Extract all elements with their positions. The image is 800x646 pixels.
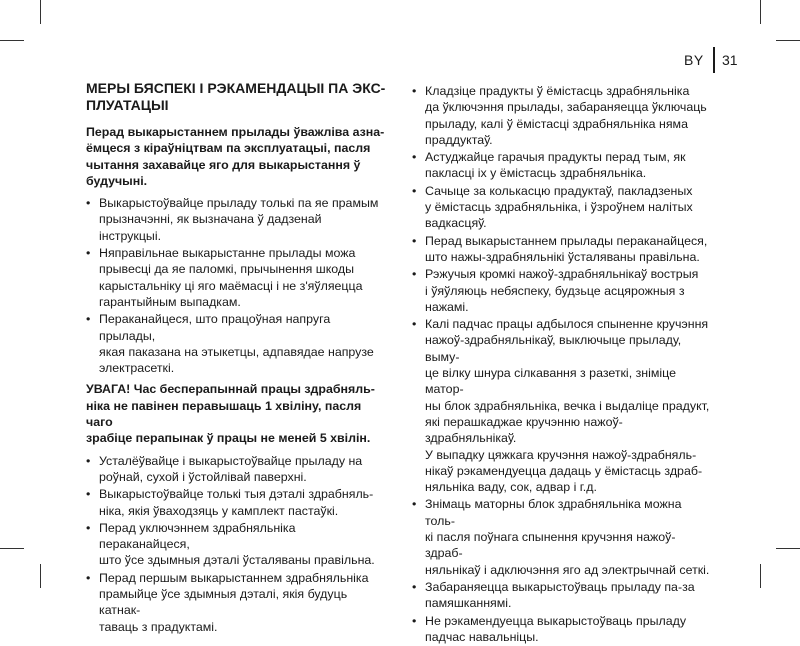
list-item-text: Знімаць маторны блок здрабняльніка можна толь- кі пасля поўнага спынення кручэння нажоў-здраб- няльнікаў і адключэння яго ад электрычнай сеткі. (425, 497, 710, 577)
list-item-text: Астуджайце гарачыя прадукты перад тым, як пакласці іх у ёмістасць здрабняльніка. (425, 150, 686, 181)
crop-mark (40, 564, 41, 588)
list-item: • Рэжучыя кромкі нажоў-здрабняльнікаў вострыя і ўяўляюць небяспеку, будзьце асцярожныя з нажамі. (412, 267, 699, 314)
list-item-text: Кладзіце прадукты ў ёмістасць здрабняльніка да ўключэння прылады, забараняецца ўключаць прыладу, калі ў ёмістасці здрабняльніка няма праддуктаў. (425, 84, 707, 147)
language-code: BY (684, 52, 704, 68)
list-item: • Калі падчас працы адбылося спыненне кручэння нажоў-здрабняльнікаў, выключыце прыладу, выму- це вілку шнура сілкавання з разеткі, зніміце матор- ны блок здрабняльніка, вечка і выдаліце прадукт, які перашкаджае кручэнню нажоў-здрабняльнікаў. У выпадку цяжкага кручэння нажоў-здрабняль- нікаў рэкамендуецца дадаць у ёмістасць здраб- няльніка ваду, сок, адвар і г.д. (412, 317, 710, 495)
list-item-text: Рэжучыя кромкі нажоў-здрабняльнікаў вострыя і ўяўляюць небяспеку, будзьце асцярожныя з нажамі. (425, 267, 699, 314)
list-item: • Не рэкамендуецца выкарыстоўваць прыладу падчас навальніцы. (412, 613, 687, 644)
warning-paragraph: УВАГА! Час бесперапыннай працы здрабняль- ніка не павінен перавышаць 1 хвіліну, пасля чаго зрабіце перапынак ў працы не меней 5 хвілін. (86, 382, 375, 446)
list-item: • Пераканайцеся, што працоўная напруга прылады, якая паказана на этыкетцы, адпавядае напрузе электрасеткі. (86, 312, 374, 376)
list-item: • Перад уключэннем здрабняльніка пераканайцеся, што ўсе здымныя дэталі ўсталяваны правільна. (86, 520, 375, 568)
list-item: • Сачыце за колькасцю прадуктаў, пакладзеных у ёмістасць здрабняльніка, і ўзроўнем налітых вадкасцяў. (412, 183, 693, 231)
list-item-text: Перад першым выкарыстаннем здрабняльніка прамыйце ўсе здымныя дэталі, якія будуць катнак- таваць з прадуктамі. (99, 570, 369, 634)
list-item: • Перад выкарыстаннем прылады пераканайцеся, што нажы-здрабняльнікі ўсталяваны правільна. (412, 233, 708, 264)
list-item-text: Перад уключэннем здрабняльніка пераканайцеся, што ўсе здымныя дэталі ўсталяваны правільна. (99, 520, 375, 568)
list-item: • Знімаць маторны блок здрабняльніка можна толь- кі пасля поўнага спынення кручэння нажоў-здраб- няльнікаў і адключэння яго ад электрычнай сеткі. (412, 497, 710, 577)
list-item: • Усталёўвайце і выкарыстоўвайце прыладу на роўнай, сухой і ўстойлівай паверхні. (86, 453, 363, 484)
bullet-list (86, 453, 386, 635)
list-item: • Выкарыстоўвайце толькі тыя дэталі здрабняль- ніка, якія ўваходзяць у камплект пастаўкі. (86, 487, 374, 518)
bullet-list (86, 195, 386, 376)
header-divider (713, 47, 715, 73)
left-column (86, 80, 386, 636)
crop-mark (776, 40, 800, 41)
list-item-text: Не рэкамендуецца выкарыстоўваць прыладу падчас навальніцы. (425, 613, 687, 644)
list-item-text: Перад выкарыстаннем прылады пераканайцеся, што нажы-здрабняльнікі ўсталяваны правільна. (425, 233, 708, 264)
list-item-text: Забараняецца выкарыстоўваць прыладу па-за памяшканнямі. (425, 579, 695, 611)
list-item-text: Выкарыстоўвайце прыладу толькі па яе прамым прызначэнні, як вызначана ў дадзенай інструкцыі. (99, 196, 379, 243)
crop-mark (0, 40, 24, 41)
list-item-text: Усталёўвайце і выкарыстоўвайце прыладу на роўнай, сухой і ўстойлівай паверхні. (99, 453, 363, 484)
list-item-text: Калі падчас працы адбылося спыненне кручэння нажоў-здрабняльнікаў, выключыце прыладу, выму- це вілку шнура сілкавання з разеткі, зніміце матор- ны блок здрабняльніка, вечка і выдаліце прадукт, які перашкаджае кручэнню нажоў-здрабняльнікаў. У выпадку цяжкага кручэння нажоў-здрабняль- нікаў рэкамендуецца дадаць у ёмістасць здраб- няльніка ваду, сок, адвар і г.д. (425, 317, 710, 495)
crop-mark (760, 0, 761, 24)
lead-paragraph: Перад выкарыстаннем прылады ўважліва азна- ёмцеся з кіраўніцтвам па эксплуатацыі, пасля чытання захавайце яго для выкарыстання ў будучыні. (86, 125, 385, 188)
list-item-text: Выкарыстоўвайце толькі тыя дэталі здрабняль- ніка, якія ўваходзяць у камплект пастаўкі. (99, 487, 374, 518)
list-item-text: Няправільнае выкарыстанне прылады можа прывесці да яе паломкі, прычынення шкоды карыстальніку ці яго маёмасці і не з'яўляецца гарантыйным выпадкам. (99, 246, 363, 309)
list-item: • Забараняецца выкарыстоўваць прыладу па-за памяшканнямі. (412, 579, 695, 611)
crop-mark (0, 548, 24, 549)
list-item: • Перад першым выкарыстаннем здрабняльніка прамыйце ўсе здымныя дэталі, якія будуць катнак- таваць з прадуктамі. (86, 570, 369, 634)
list-item-text: Сачыце за колькасцю прадуктаў, пакладзеных у ёмістасць здрабняльніка, і ўзроўнем налітых вадкасцяў. (425, 183, 693, 231)
section-title: МЕРЫ БЯСПЕКІ І РЭКАМЕНДАЦЫІ ПА ЭКС- ПЛУАТАЦЫІ (86, 80, 386, 113)
right-column (412, 83, 712, 646)
crop-mark (760, 564, 761, 588)
crop-mark (40, 0, 41, 24)
bullet-list (412, 83, 712, 645)
list-item: • Астуджайце гарачыя прадукты перад тым, як пакласці іх у ёмістасць здрабняльніка. (412, 150, 686, 181)
list-item: • Выкарыстоўвайце прыладу толькі па яе прамым прызначэнні, як вызначана ў дадзенай інструкцыі. (86, 196, 379, 243)
list-item-text: Пераканайцеся, што працоўная напруга прылады, якая паказана на этыкетцы, адпавядае напрузе электрасеткі. (99, 312, 374, 376)
page-number: 31 (722, 52, 738, 68)
crop-mark (776, 548, 800, 549)
list-item: • Кладзіце прадукты ў ёмістасць здрабняльніка да ўключэння прылады, забараняецца ўключаць прыладу, калі ў ёмістасці здрабняльніка няма праддуктаў. (412, 84, 707, 147)
list-item: • Няправільнае выкарыстанне прылады можа прывесці да яе паломкі, прычынення шкоды карыстальніку ці яго маёмасці і не з'яўляецца гарантыйным выпадкам. (86, 246, 363, 309)
